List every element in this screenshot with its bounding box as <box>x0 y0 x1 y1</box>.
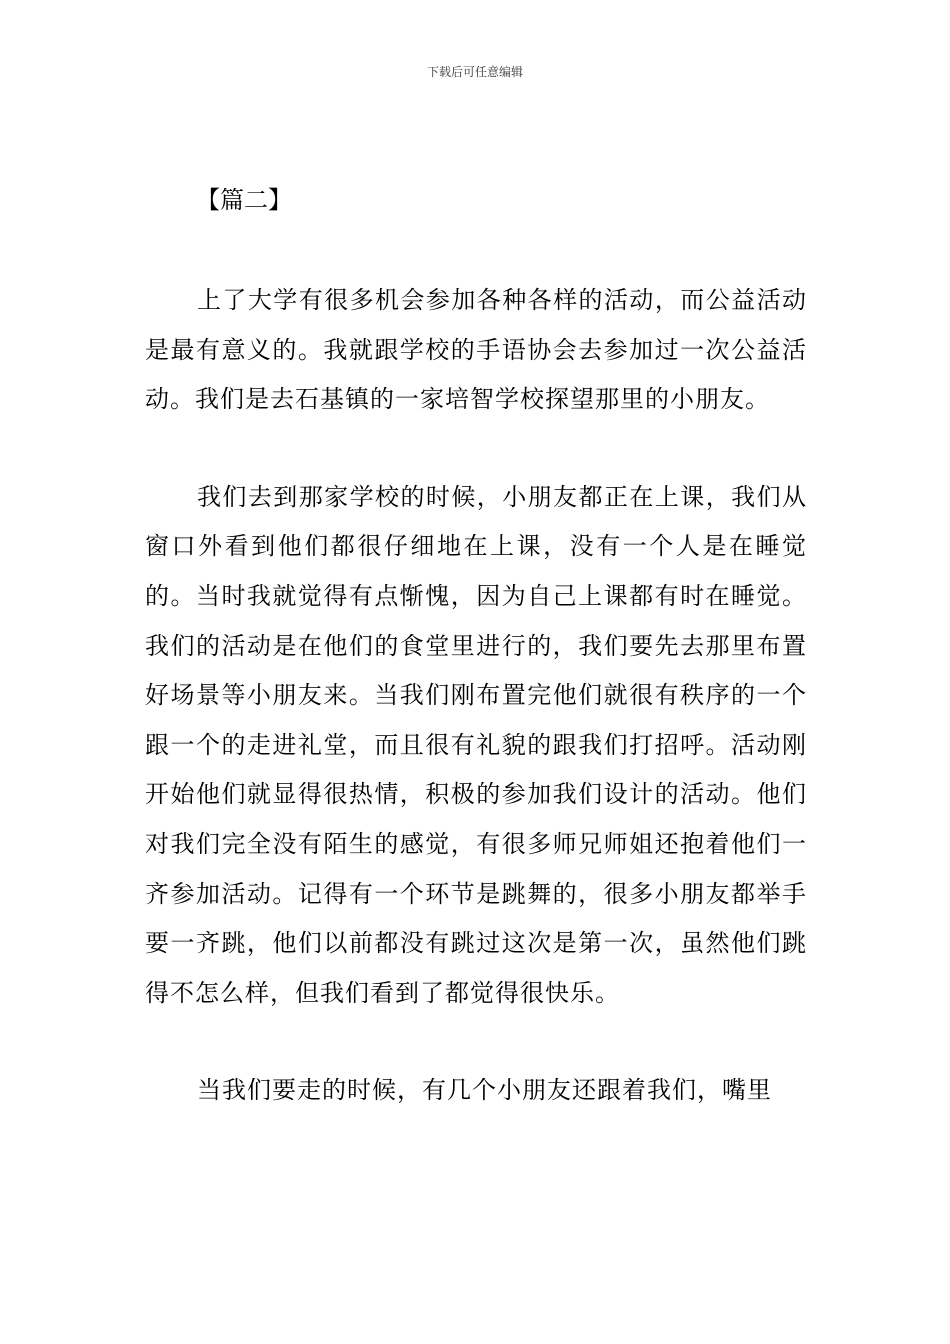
paragraph-1: 上了大学有很多机会参加各种各样的活动，而公益活动是最有意义的。我就跟学校的手语协会去参加过一次公益活动。我们是去石基镇的一家培智学校探望那里的小朋友。 <box>145 286 807 414</box>
document-body <box>145 276 807 1164</box>
paragraph-2: 我们去到那家学校的时候，小朋友都正在上课，我们从窗口外看到他们都很仔细地在上课，没有一个人是在睡觉的。当时我就觉得有点惭愧，因为自己上课都有时在睡觉。我们的活动是在他们的食堂里进行的，我们要先去那里布置好场景等小朋友来。当我们刚布置完他们就很有秩序的一个跟一个的走进礼堂，而且很有礼貌的跟我们打招呼。活动刚开始他们就显得很热情，积极的参加我们设计的活动。他们对我们完全没有陌生的感觉，有很多师兄师姐还抱着他们一齐参加活动。记得有一个环节是跳舞的，很多小朋友都举手要一齐跳，他们以前都没有跳过这次是第一次，虽然他们跳得不怎么样，但我们看到了都觉得很快乐。 <box>145 482 807 1007</box>
header-note: 下载后可任意编辑 <box>426 65 523 79</box>
paragraph-3: 当我们要走的时候，有几个小朋友还跟着我们，嘴里 <box>197 1076 772 1105</box>
section-title: 【篇二】 <box>196 186 292 214</box>
